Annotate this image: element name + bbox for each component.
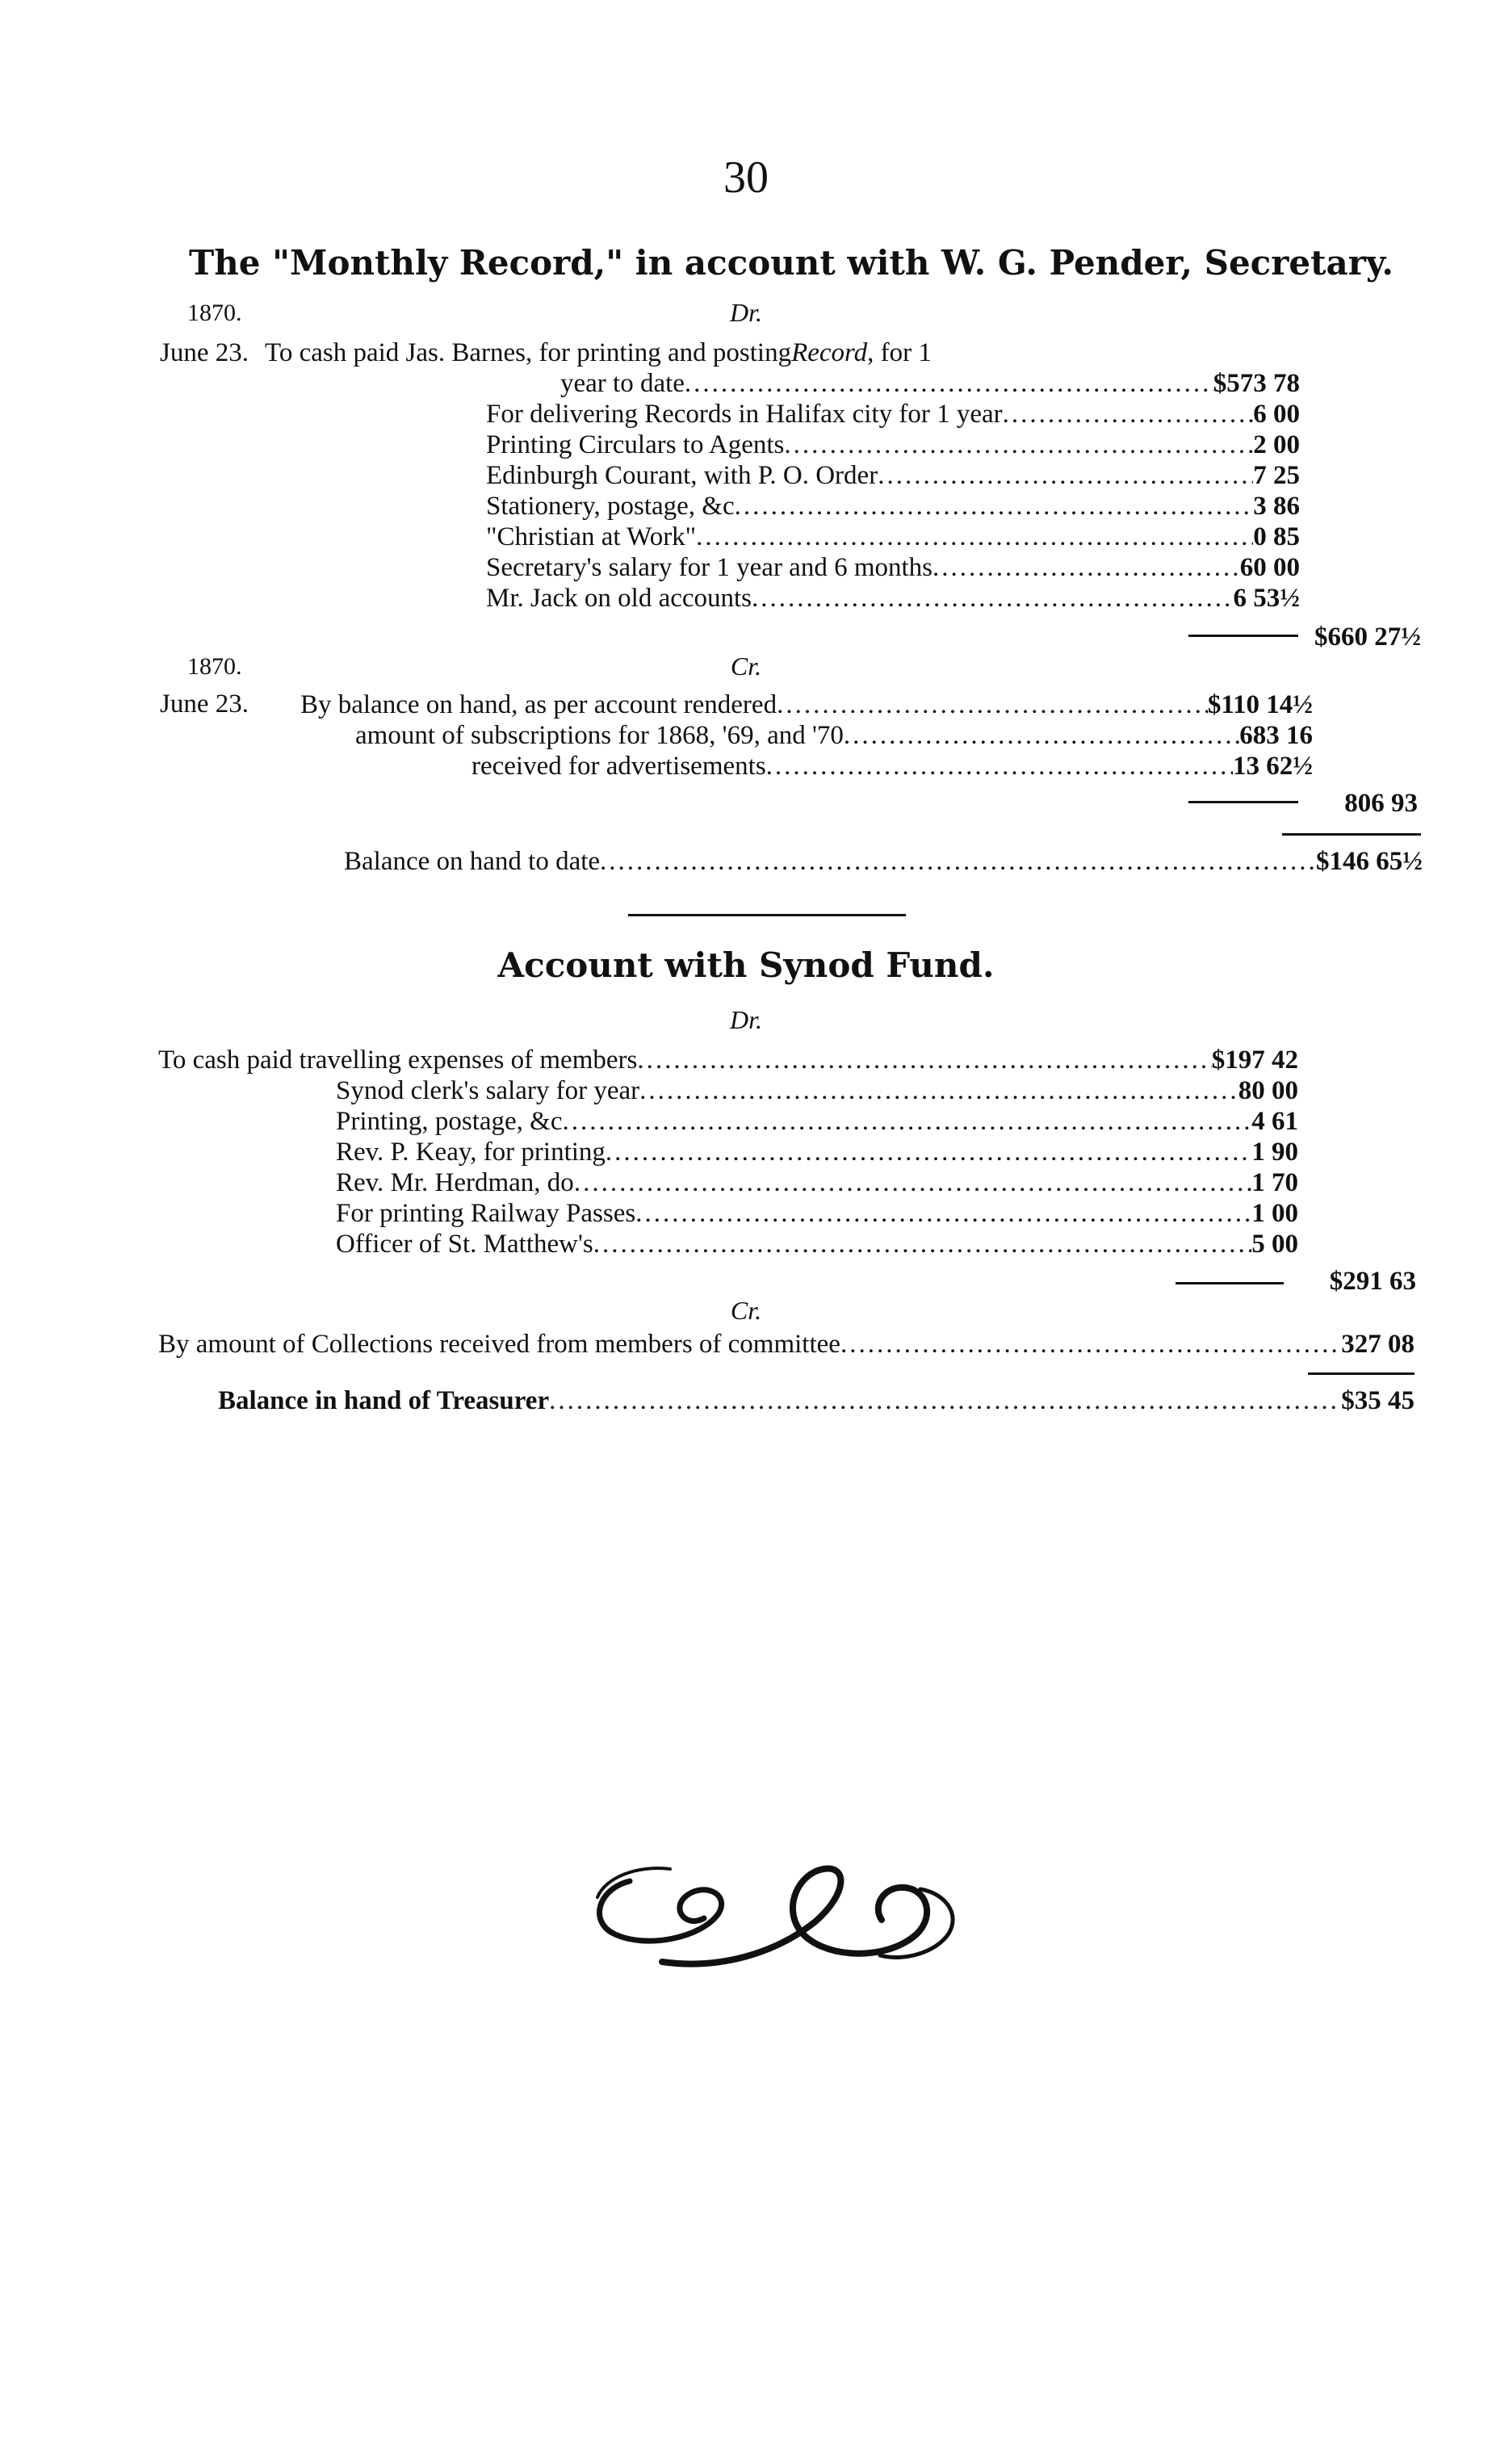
cr-item-amount: 683 16	[1239, 721, 1313, 750]
cr-item-label: received for advertisements	[471, 752, 766, 781]
synod-item-amount: 1 90	[1251, 1138, 1298, 1167]
synod-item-amount: 80 00	[1238, 1076, 1298, 1105]
record-balance-row	[344, 846, 1423, 877]
dr-first-line-text: To cash paid Jas. Barnes, for printing and posting	[265, 338, 792, 367]
dr-item-amount: 6 53½	[1233, 584, 1300, 613]
dr-item-amount: 0 85	[1253, 522, 1300, 551]
page-number: 30	[723, 153, 769, 203]
cr-date: June 23.	[160, 689, 249, 719]
synod-item-label: Synod clerk's salary for year	[336, 1076, 640, 1105]
synod-item-amount: 1 00	[1251, 1199, 1298, 1228]
synod-cr-label: Cr.	[730, 1296, 762, 1325]
cr-item-row	[300, 689, 1313, 720]
dr-item-label: Stationery, postage, &c	[486, 492, 735, 521]
synod-item-amount: 4 61	[1251, 1107, 1298, 1136]
synod-item-row	[336, 1167, 1298, 1198]
dr-item-label: Secretary's salary for 1 year and 6 months	[486, 553, 933, 582]
synod-dr-total: $291 63	[1329, 1267, 1416, 1296]
dr-item-row	[486, 522, 1300, 552]
dr-item-amount: 3 86	[1253, 492, 1300, 521]
dr-item-label: year to date	[560, 369, 685, 398]
section-divider	[628, 914, 906, 916]
synod-item-amount: 1 70	[1251, 1168, 1298, 1197]
dr-item-label: Printing Circulars to Agents	[486, 430, 785, 459]
cr-label: Cr.	[730, 652, 762, 681]
cr-total: 806 93	[1344, 789, 1418, 818]
synod-cr-row	[158, 1329, 1414, 1360]
synod-item-amount: $197 42	[1211, 1046, 1298, 1075]
dr-item-row	[486, 430, 1300, 460]
dr-item-amount: 7 25	[1253, 461, 1300, 490]
synod-balance-rule	[1308, 1372, 1414, 1375]
synod-balance-row	[218, 1385, 1414, 1416]
synod-item-label: Officer of St. Matthew's	[336, 1230, 593, 1259]
synod-item-label: Rev. Mr. Herdman, do	[336, 1168, 574, 1197]
cr-item-amount: $110 14½	[1207, 690, 1313, 719]
dr-label: Dr.	[729, 298, 762, 327]
synod-heading: Account with Synod Fund.	[497, 945, 995, 985]
scroll-flourish-ornament	[581, 1833, 985, 1978]
synod-item-label: To cash paid travelling expenses of members	[158, 1046, 638, 1075]
cr-year: 1870.	[187, 653, 242, 680]
synod-item-label: Printing, postage, &c	[336, 1107, 563, 1136]
synod-dr-label: Dr.	[729, 1005, 762, 1034]
dr-item-row	[560, 368, 1300, 399]
dr-item-amount: $573 78	[1213, 369, 1300, 398]
account-heading: The "Monthly Record," in account with W. G. Pender, Secretary.	[188, 243, 1394, 283]
dr-item-row	[486, 491, 1300, 522]
synod-item-label: For printing Railway Passes	[336, 1199, 636, 1228]
synod-item-row	[336, 1075, 1298, 1106]
dr-year: 1870.	[187, 300, 242, 326]
dr-item-row	[486, 460, 1300, 491]
synod-item-row	[336, 1198, 1298, 1229]
cr-item-row	[355, 720, 1313, 751]
dr-first-line-end: , for 1	[867, 338, 932, 367]
synod-item-row	[158, 1045, 1298, 1075]
cr-item-amount: 13 62½	[1233, 752, 1313, 781]
cr-item-label: amount of subscriptions for 1868, '69, and '70	[355, 721, 844, 750]
synod-balance-label: Balance in hand of Treasurer	[218, 1386, 550, 1415]
dr-item-row	[486, 399, 1300, 430]
cr-item-row	[471, 751, 1313, 782]
record-balance-label: Balance on hand to date	[344, 847, 601, 876]
dr-item-amount: 6 00	[1253, 400, 1300, 429]
dr-total: $660 27½	[1314, 622, 1421, 652]
synod-item-label: Rev. P. Keay, for printing	[336, 1138, 606, 1167]
synod-item-row	[336, 1137, 1298, 1167]
dr-item-label: Edinburgh Courant, with P. O. Order	[486, 461, 878, 490]
synod-item-row	[336, 1106, 1298, 1137]
record-balance-amount: $146 65½	[1316, 847, 1423, 876]
dr-item-row	[486, 552, 1300, 583]
dr-date: June 23.	[160, 338, 249, 367]
dr-item-label: Mr. Jack on old accounts	[486, 584, 752, 613]
dr-first-line	[160, 337, 1185, 368]
dr-item-amount: 60 00	[1239, 553, 1300, 582]
cr-item-label: By balance on hand, as per account rendered	[300, 690, 777, 719]
dr-item-label: "Christian at Work"	[486, 522, 697, 551]
synod-cr-label-text: By amount of Collections received from members of committee	[158, 1330, 840, 1359]
synod-balance-amount: $35 45	[1341, 1386, 1414, 1415]
synod-cr-amount: 327 08	[1341, 1330, 1414, 1359]
synod-item-row	[336, 1229, 1298, 1259]
balance-rule	[1282, 833, 1421, 836]
dr-first-line-italic: Record	[791, 338, 868, 367]
dr-item-label: For delivering Records in Halifax city for 1 year	[486, 400, 1003, 429]
synod-item-amount: 5 00	[1251, 1230, 1298, 1259]
dr-item-row	[486, 583, 1300, 614]
dr-item-amount: 2 00	[1253, 430, 1300, 459]
